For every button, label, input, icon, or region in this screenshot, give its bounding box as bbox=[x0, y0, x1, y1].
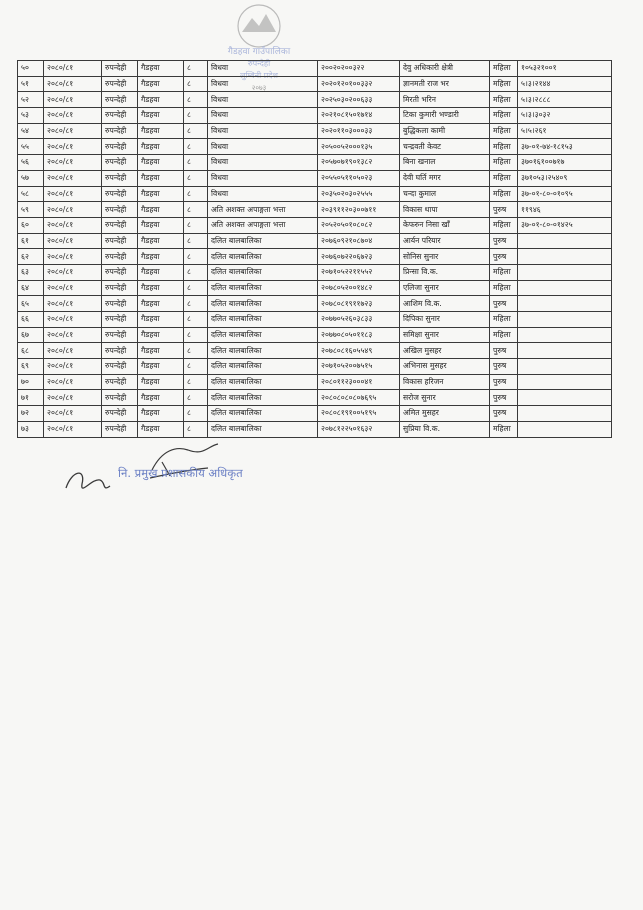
district-cell: रुपन्देही bbox=[102, 202, 138, 218]
serial-cell: ६८ bbox=[18, 343, 44, 359]
municipality-cell: गैडहवा bbox=[138, 170, 184, 186]
table-row bbox=[18, 92, 612, 108]
id-number-cell: २०२१०८१५०१७१४ bbox=[318, 108, 400, 124]
gender-cell: महिला bbox=[490, 186, 518, 202]
table-row bbox=[18, 374, 612, 390]
district-cell: रुपन्देही bbox=[102, 296, 138, 312]
id-number-cell: २०३५०२०३०२५५५ bbox=[318, 186, 400, 202]
ward-cell: ८ bbox=[184, 233, 208, 249]
allowance-type-cell: दलित बालबालिका bbox=[208, 312, 318, 328]
gender-cell: महिला bbox=[490, 123, 518, 139]
municipality-cell: गैडहवा bbox=[138, 123, 184, 139]
citizenship-cell bbox=[518, 406, 612, 422]
citizenship-cell: ३७१०५३।२५४०९ bbox=[518, 170, 612, 186]
id-number-cell: २०७८१२२५०१६३२ bbox=[318, 421, 400, 437]
name-cell: टिका कुमारी भण्डारी bbox=[400, 108, 490, 124]
id-number-cell: २०७८०८१९११७२३ bbox=[318, 296, 400, 312]
ward-cell: ८ bbox=[184, 61, 208, 77]
gender-cell: पुरुष bbox=[490, 406, 518, 422]
serial-cell: ७० bbox=[18, 374, 44, 390]
name-cell: दिपिका सुनार bbox=[400, 312, 490, 328]
fiscal-year-cell: २०८०/८१ bbox=[44, 233, 102, 249]
table-row bbox=[18, 406, 612, 422]
district-cell: रुपन्देही bbox=[102, 343, 138, 359]
fiscal-year-cell: २०८०/८१ bbox=[44, 312, 102, 328]
table-row bbox=[18, 312, 612, 328]
citizenship-cell bbox=[518, 421, 612, 437]
id-number-cell: २०३९११२०३००७११ bbox=[318, 202, 400, 218]
municipality-cell: गैडहवा bbox=[138, 390, 184, 406]
fiscal-year-cell: २०८०/८१ bbox=[44, 202, 102, 218]
ward-cell: ८ bbox=[184, 249, 208, 265]
ward-cell: ८ bbox=[184, 390, 208, 406]
name-cell: सोनिस सुनार bbox=[400, 249, 490, 265]
name-cell: मिरती भरिन bbox=[400, 92, 490, 108]
fiscal-year-cell: २०८०/८१ bbox=[44, 390, 102, 406]
district-cell: रुपन्देही bbox=[102, 249, 138, 265]
district-cell: रुपन्देही bbox=[102, 390, 138, 406]
allowance-type-cell: अति अशक्त अपाङ्गता भत्ता bbox=[208, 202, 318, 218]
fiscal-year-cell: २०८०/८१ bbox=[44, 296, 102, 312]
serial-cell: ६६ bbox=[18, 312, 44, 328]
name-cell: सरोज सुनार bbox=[400, 390, 490, 406]
municipality-cell: गैडहवा bbox=[138, 155, 184, 171]
fiscal-year-cell: २०८०/८१ bbox=[44, 108, 102, 124]
ward-cell: ८ bbox=[184, 296, 208, 312]
serial-cell: ६३ bbox=[18, 264, 44, 280]
serial-cell: ६२ bbox=[18, 249, 44, 265]
id-number-cell: २०२०१२०१००३३२ bbox=[318, 76, 400, 92]
table-row bbox=[18, 108, 612, 124]
serial-cell: ६४ bbox=[18, 280, 44, 296]
name-cell: ज्ञानमती राज भर bbox=[400, 76, 490, 92]
municipality-cell: गैडहवा bbox=[138, 343, 184, 359]
district-cell: रुपन्देही bbox=[102, 327, 138, 343]
fiscal-year-cell: २०८०/८१ bbox=[44, 280, 102, 296]
beneficiary-table bbox=[17, 60, 612, 438]
fiscal-year-cell: २०८०/८१ bbox=[44, 61, 102, 77]
ward-cell: ८ bbox=[184, 108, 208, 124]
allowance-type-cell: विधवा bbox=[208, 170, 318, 186]
ward-cell: ८ bbox=[184, 202, 208, 218]
fiscal-year-cell: २०८०/८१ bbox=[44, 249, 102, 265]
ward-cell: ८ bbox=[184, 421, 208, 437]
gender-cell: पुरुष bbox=[490, 249, 518, 265]
table-row bbox=[18, 280, 612, 296]
district-cell: रुपन्देही bbox=[102, 233, 138, 249]
citizenship-cell bbox=[518, 296, 612, 312]
gender-cell: महिला bbox=[490, 217, 518, 233]
citizenship-cell bbox=[518, 390, 612, 406]
municipality-cell: गैडहवा bbox=[138, 421, 184, 437]
district-cell: रुपन्देही bbox=[102, 123, 138, 139]
name-cell: अमित मुसहर bbox=[400, 406, 490, 422]
serial-cell: ६१ bbox=[18, 233, 44, 249]
allowance-type-cell: दलित बालबालिका bbox=[208, 359, 318, 375]
district-cell: रुपन्देही bbox=[102, 76, 138, 92]
ward-cell: ८ bbox=[184, 343, 208, 359]
municipality-cell: गैडहवा bbox=[138, 76, 184, 92]
allowance-type-cell: दलित बालबालिका bbox=[208, 296, 318, 312]
fiscal-year-cell: २०८०/८१ bbox=[44, 406, 102, 422]
gender-cell: महिला bbox=[490, 280, 518, 296]
serial-cell: ७३ bbox=[18, 421, 44, 437]
gender-cell: पुरुष bbox=[490, 296, 518, 312]
fiscal-year-cell: २०८०/८१ bbox=[44, 327, 102, 343]
ward-cell: ८ bbox=[184, 280, 208, 296]
allowance-type-cell: विधवा bbox=[208, 123, 318, 139]
citizenship-cell: ५।३।२८८८ bbox=[518, 92, 612, 108]
ward-cell: ८ bbox=[184, 186, 208, 202]
table-row bbox=[18, 186, 612, 202]
id-number-cell: २०७१०५२२११५५२ bbox=[318, 264, 400, 280]
name-cell: विकास हरिजन bbox=[400, 374, 490, 390]
name-cell: सुप्रिया वि.क. bbox=[400, 421, 490, 437]
seal-text-2: रुपन्देही bbox=[247, 59, 271, 68]
allowance-type-cell: दलित बालबालिका bbox=[208, 280, 318, 296]
id-number-cell: २०७६०९२१०८७०४ bbox=[318, 233, 400, 249]
serial-cell: ५८ bbox=[18, 186, 44, 202]
ward-cell: ८ bbox=[184, 76, 208, 92]
serial-cell: ५९ bbox=[18, 202, 44, 218]
allowance-type-cell: विधवा bbox=[208, 186, 318, 202]
id-number-cell: २०२०११०३०००३३ bbox=[318, 123, 400, 139]
table-row bbox=[18, 61, 612, 77]
allowance-type-cell: विधवा bbox=[208, 76, 318, 92]
ward-cell: ८ bbox=[184, 312, 208, 328]
table-row bbox=[18, 421, 612, 437]
municipality-cell: गैडहवा bbox=[138, 108, 184, 124]
allowance-type-cell: विधवा bbox=[208, 92, 318, 108]
gender-cell: महिला bbox=[490, 155, 518, 171]
municipality-cell: गैडहवा bbox=[138, 217, 184, 233]
gender-cell: महिला bbox=[490, 170, 518, 186]
name-cell: चन्दा कुमाल bbox=[400, 186, 490, 202]
district-cell: रुपन्देही bbox=[102, 155, 138, 171]
serial-cell: ५२ bbox=[18, 92, 44, 108]
name-cell: चन्द्रवती केवट bbox=[400, 139, 490, 155]
id-number-cell: २००२०२००३२२ bbox=[318, 61, 400, 77]
name-cell: देवी घर्ति मगर bbox=[400, 170, 490, 186]
seal-text-1: गैडहवा गाउँपालिका bbox=[227, 47, 291, 57]
serial-cell: ५७ bbox=[18, 170, 44, 186]
citizenship-cell bbox=[518, 343, 612, 359]
gender-cell: महिला bbox=[490, 61, 518, 77]
gender-cell: पुरुष bbox=[490, 343, 518, 359]
ward-cell: ८ bbox=[184, 374, 208, 390]
gender-cell: महिला bbox=[490, 108, 518, 124]
table-row bbox=[18, 170, 612, 186]
municipality-cell: गैडहवा bbox=[138, 406, 184, 422]
name-cell: एलिजा सुनार bbox=[400, 280, 490, 296]
municipality-cell: गैडहवा bbox=[138, 327, 184, 343]
citizenship-cell: १०५३२१००१ bbox=[518, 61, 612, 77]
table-row bbox=[18, 390, 612, 406]
id-number-cell: २०७७०५२६०३८३३ bbox=[318, 312, 400, 328]
serial-cell: ६० bbox=[18, 217, 44, 233]
fiscal-year-cell: २०८०/८१ bbox=[44, 170, 102, 186]
citizenship-cell bbox=[518, 359, 612, 375]
gender-cell: महिला bbox=[490, 421, 518, 437]
fiscal-year-cell: २०८०/८१ bbox=[44, 123, 102, 139]
seal-year: २०७३ bbox=[251, 84, 267, 92]
serial-cell: ५४ bbox=[18, 123, 44, 139]
allowance-type-cell: अति अशक्त अपाङ्गता भत्ता bbox=[208, 217, 318, 233]
gender-cell: पुरुष bbox=[490, 359, 518, 375]
district-cell: रुपन्देही bbox=[102, 170, 138, 186]
gender-cell: महिला bbox=[490, 92, 518, 108]
id-number-cell: २०७७०८०५०११८३ bbox=[318, 327, 400, 343]
municipality-cell: गैडहवा bbox=[138, 139, 184, 155]
district-cell: रुपन्देही bbox=[102, 217, 138, 233]
name-cell: आशिम वि.क. bbox=[400, 296, 490, 312]
ward-cell: ८ bbox=[184, 92, 208, 108]
municipality-cell: गैडहवा bbox=[138, 233, 184, 249]
name-cell: आर्यन परियार bbox=[400, 233, 490, 249]
fiscal-year-cell: २०८०/८१ bbox=[44, 217, 102, 233]
allowance-type-cell: दलित बालबालिका bbox=[208, 406, 318, 422]
name-cell: अखिल मुसहर bbox=[400, 343, 490, 359]
seal-text-3: लुम्बिनी प्रदेश bbox=[240, 71, 278, 80]
allowance-type-cell: दलित बालबालिका bbox=[208, 343, 318, 359]
citizenship-cell bbox=[518, 374, 612, 390]
signatory-title: नि. प्रमुख प्रशासकीय अधिकृत bbox=[118, 466, 243, 480]
id-number-cell: २०८०८१९१००५१९५ bbox=[318, 406, 400, 422]
allowance-type-cell: विधवा bbox=[208, 108, 318, 124]
fiscal-year-cell: २०८०/८१ bbox=[44, 343, 102, 359]
allowance-type-cell: दलित बालबालिका bbox=[208, 374, 318, 390]
serial-cell: ७२ bbox=[18, 406, 44, 422]
district-cell: रुपन्देही bbox=[102, 139, 138, 155]
table-row bbox=[18, 123, 612, 139]
id-number-cell: २०२५०३०२००६३३ bbox=[318, 92, 400, 108]
citizenship-cell bbox=[518, 327, 612, 343]
table-row bbox=[18, 202, 612, 218]
citizenship-cell: ३७-०१-७४-१८१५३ bbox=[518, 139, 612, 155]
serial-cell: ५० bbox=[18, 61, 44, 77]
district-cell: रुपन्देही bbox=[102, 280, 138, 296]
municipality-cell: गैडहवा bbox=[138, 280, 184, 296]
allowance-type-cell: दलित बालबालिका bbox=[208, 390, 318, 406]
ward-cell: ८ bbox=[184, 327, 208, 343]
allowance-type-cell: दलित बालबालिका bbox=[208, 233, 318, 249]
allowance-type-cell: दलित बालबालिका bbox=[208, 264, 318, 280]
table-row bbox=[18, 264, 612, 280]
ward-cell: ८ bbox=[184, 406, 208, 422]
citizenship-cell: ११९४६ bbox=[518, 202, 612, 218]
citizenship-cell: ५।३।३०३२ bbox=[518, 108, 612, 124]
fiscal-year-cell: २०८०/८१ bbox=[44, 264, 102, 280]
gender-cell: पुरुष bbox=[490, 390, 518, 406]
municipality-cell: गैडहवा bbox=[138, 61, 184, 77]
table-row bbox=[18, 76, 612, 92]
allowance-type-cell: दलित बालबालिका bbox=[208, 249, 318, 265]
gender-cell: महिला bbox=[490, 327, 518, 343]
district-cell: रुपन्देही bbox=[102, 421, 138, 437]
fiscal-year-cell: २०८०/८१ bbox=[44, 421, 102, 437]
table-row bbox=[18, 327, 612, 343]
serial-cell: ५६ bbox=[18, 155, 44, 171]
serial-cell: ५१ bbox=[18, 76, 44, 92]
gender-cell: पुरुष bbox=[490, 233, 518, 249]
ward-cell: ८ bbox=[184, 155, 208, 171]
ward-cell: ८ bbox=[184, 217, 208, 233]
table-row bbox=[18, 233, 612, 249]
name-cell: केफरुन निसा खाँ bbox=[400, 217, 490, 233]
fiscal-year-cell: २०८०/८१ bbox=[44, 92, 102, 108]
fiscal-year-cell: २०८०/८१ bbox=[44, 139, 102, 155]
table-row bbox=[18, 343, 612, 359]
ward-cell: ८ bbox=[184, 123, 208, 139]
gender-cell: पुरुष bbox=[490, 202, 518, 218]
ward-cell: ८ bbox=[184, 170, 208, 186]
district-cell: रुपन्देही bbox=[102, 359, 138, 375]
id-number-cell: २०५००५२०००१३५ bbox=[318, 139, 400, 155]
table-body bbox=[18, 61, 612, 438]
municipality-cell: गैडहवा bbox=[138, 202, 184, 218]
municipality-cell: गैडहवा bbox=[138, 312, 184, 328]
municipality-cell: गैडहवा bbox=[138, 92, 184, 108]
citizenship-cell bbox=[518, 312, 612, 328]
name-cell: बिना खनाल bbox=[400, 155, 490, 171]
id-number-cell: २०८०८०८०८०७६९५ bbox=[318, 390, 400, 406]
district-cell: रुपन्देही bbox=[102, 406, 138, 422]
municipality-cell: गैडहवा bbox=[138, 264, 184, 280]
allowance-type-cell: विधवा bbox=[208, 139, 318, 155]
serial-cell: ६७ bbox=[18, 327, 44, 343]
serial-cell: ६५ bbox=[18, 296, 44, 312]
id-number-cell: २०८०११२३०००४१ bbox=[318, 374, 400, 390]
id-number-cell: २०७१०५२००७५१५ bbox=[318, 359, 400, 375]
gender-cell: महिला bbox=[490, 264, 518, 280]
municipality-cell: गैडहवा bbox=[138, 359, 184, 375]
citizenship-cell: ५।५।२६१ bbox=[518, 123, 612, 139]
serial-cell: ६९ bbox=[18, 359, 44, 375]
district-cell: रुपन्देही bbox=[102, 92, 138, 108]
municipality-cell: गैडहवा bbox=[138, 374, 184, 390]
fiscal-year-cell: २०८०/८१ bbox=[44, 155, 102, 171]
gender-cell: महिला bbox=[490, 139, 518, 155]
gender-cell: पुरुष bbox=[490, 374, 518, 390]
name-cell: अभिनास मुसहर bbox=[400, 359, 490, 375]
fiscal-year-cell: २०८०/८१ bbox=[44, 186, 102, 202]
district-cell: रुपन्देही bbox=[102, 374, 138, 390]
name-cell: बुद्धिकला कामी bbox=[400, 123, 490, 139]
id-number-cell: २०५२०५०१०८०८२ bbox=[318, 217, 400, 233]
fiscal-year-cell: २०८०/८१ bbox=[44, 374, 102, 390]
id-number-cell: २०७८०८१६०५५४९ bbox=[318, 343, 400, 359]
municipality-cell: गैडहवा bbox=[138, 186, 184, 202]
table-row bbox=[18, 139, 612, 155]
table-row bbox=[18, 155, 612, 171]
citizenship-cell bbox=[518, 233, 612, 249]
municipality-cell: गैडहवा bbox=[138, 249, 184, 265]
name-cell: समिक्षा सुनार bbox=[400, 327, 490, 343]
allowance-type-cell: विधवा bbox=[208, 155, 318, 171]
allowance-type-cell: दलित बालबालिका bbox=[208, 421, 318, 437]
name-cell: देवु अधिकारी क्षेत्री bbox=[400, 61, 490, 77]
ward-cell: ८ bbox=[184, 359, 208, 375]
district-cell: रुपन्देही bbox=[102, 108, 138, 124]
name-cell: विकास थापा bbox=[400, 202, 490, 218]
table-row bbox=[18, 217, 612, 233]
ward-cell: ८ bbox=[184, 264, 208, 280]
citizenship-cell: ३७०१६१००७१७ bbox=[518, 155, 612, 171]
allowance-type-cell: विधवा bbox=[208, 61, 318, 77]
allowance-type-cell: दलित बालबालिका bbox=[208, 327, 318, 343]
id-number-cell: २०५५०५११०५०२३ bbox=[318, 170, 400, 186]
serial-cell: ५३ bbox=[18, 108, 44, 124]
district-cell: रुपन्देही bbox=[102, 61, 138, 77]
district-cell: रुपन्देही bbox=[102, 312, 138, 328]
gender-cell: महिला bbox=[490, 312, 518, 328]
fiscal-year-cell: २०८०/८१ bbox=[44, 76, 102, 92]
citizenship-cell: ५।३।२१४४ bbox=[518, 76, 612, 92]
id-number-cell: २०५७०७१९०१३८२ bbox=[318, 155, 400, 171]
citizenship-cell bbox=[518, 280, 612, 296]
citizenship-cell: ३७-०१-८०-०१०९५ bbox=[518, 186, 612, 202]
citizenship-cell: ३७-०१-८०-०१४२५ bbox=[518, 217, 612, 233]
district-cell: रुपन्देही bbox=[102, 186, 138, 202]
district-cell: रुपन्देही bbox=[102, 264, 138, 280]
citizenship-cell bbox=[518, 264, 612, 280]
serial-cell: ७१ bbox=[18, 390, 44, 406]
fiscal-year-cell: २०८०/८१ bbox=[44, 359, 102, 375]
gender-cell: महिला bbox=[490, 76, 518, 92]
citizenship-cell bbox=[518, 249, 612, 265]
municipality-cell: गैडहवा bbox=[138, 296, 184, 312]
table-row bbox=[18, 249, 612, 265]
table-row bbox=[18, 359, 612, 375]
name-cell: प्रिन्सा वि.क. bbox=[400, 264, 490, 280]
id-number-cell: २०७६०७२२०६७२३ bbox=[318, 249, 400, 265]
ward-cell: ८ bbox=[184, 139, 208, 155]
serial-cell: ५५ bbox=[18, 139, 44, 155]
table-row bbox=[18, 296, 612, 312]
id-number-cell: २०७८०५२००१४८२ bbox=[318, 280, 400, 296]
